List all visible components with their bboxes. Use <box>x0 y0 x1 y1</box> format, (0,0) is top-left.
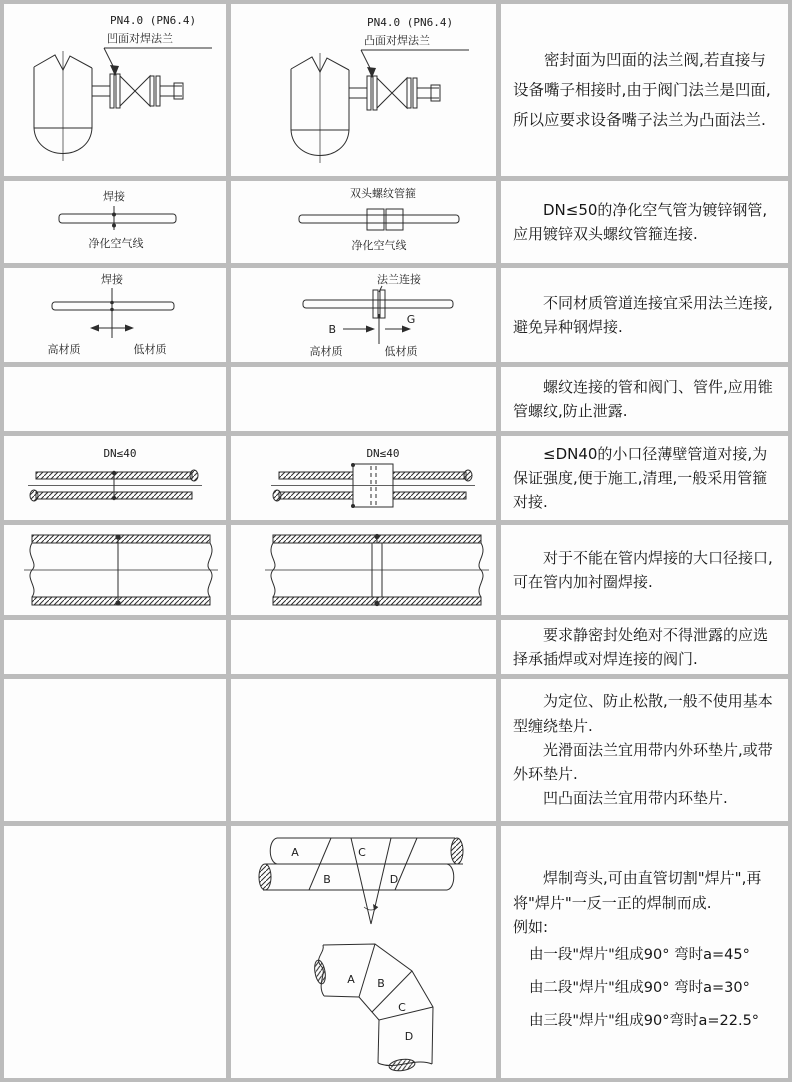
mitred-elbow-drawing <box>231 826 496 1078</box>
pipe-wall-bottom-right <box>393 492 466 499</box>
dissimilar-flange-drawing <box>231 268 496 362</box>
note-row7 <box>501 620 788 674</box>
segment-d-label: D <box>404 1030 414 1043</box>
dissimilar-weld-drawing <box>4 268 226 362</box>
clean-air-line-label: 净化空气线 <box>88 237 144 250</box>
flange-left <box>373 290 378 318</box>
segment-b-label: B <box>323 873 331 886</box>
fig-large-pipe-backing-ring <box>231 525 496 615</box>
flange-type-label: 凹面对焊法兰 <box>107 32 173 45</box>
segment-b-label: B <box>377 977 385 990</box>
empty-cell <box>231 620 496 674</box>
leader-arrow <box>361 50 469 78</box>
segment-d-label: D <box>389 873 399 886</box>
fig-dissimilar-flange <box>231 268 496 362</box>
note-gasket-2: 光滑面法兰宜用带内外环垫片,或带外环垫片. <box>513 740 773 784</box>
note-elbow-intro: 焊制弯头,可由直管切割"焊片",再将"焊片"一反一正的焊制而成. <box>513 869 762 912</box>
flange-valve-symbol <box>349 76 440 110</box>
assembled-elbow <box>313 944 433 1072</box>
pipe-wall-top-left <box>279 472 353 479</box>
vessel-valve-group <box>291 16 469 163</box>
pn-rating-label: PN4.0 (PN6.4) <box>110 14 197 27</box>
vessel-outline <box>291 53 349 163</box>
note-text: DN≤50的净化空气管为镀锌钢管,应用镀锌双头螺纹管箍连接. <box>513 200 768 243</box>
fig-vessel-concave-flange <box>4 4 226 176</box>
pipe-wall-top <box>32 535 210 543</box>
fig-small-pipe-butt-joint <box>4 436 226 520</box>
note-text: 要求静密封处绝对不得泄露的应选择承插焊或对焊连接的阀门. <box>513 625 769 668</box>
note-row6 <box>501 525 788 615</box>
note-text: 对于不能在管内焊接的大口径接口,可在管内加衬圈焊接. <box>513 548 773 591</box>
note-text: 不同材质管道连接宜采用法兰连接,避免异种钢焊接. <box>513 293 773 336</box>
small-pipe-sleeve-drawing <box>231 436 496 520</box>
note-row3 <box>501 268 788 362</box>
low-material-label: 低材质 <box>384 345 418 358</box>
pipe-wall-bottom-left <box>279 492 353 499</box>
dim-g-label: G <box>406 313 416 326</box>
high-material-label: 高材质 <box>309 345 343 358</box>
coupling-right-half <box>386 209 403 230</box>
fig-threaded-coupling-air-line <box>231 181 496 263</box>
note-elbow-example-3: 由三段"焊片"组成90°弯时a=22.5° <box>528 1012 760 1029</box>
flange-connection-label: 法兰连接 <box>377 273 421 286</box>
note-text: ≤DN40的小口径薄壁管道对接,为保证强度,便于施工,清理,一般采用管箍对接. <box>513 444 768 512</box>
note-row1 <box>501 4 788 176</box>
empty-cell <box>231 679 496 821</box>
welded-pipe-drawing <box>4 181 226 263</box>
note-row5 <box>501 436 788 520</box>
segment-c-label: C <box>398 1001 406 1014</box>
note-elbow-example-1: 由一段"焊片"组成90° 弯时a=45° <box>528 947 750 964</box>
small-pipe-butt-drawing <box>4 436 226 520</box>
coupling-pipe-drawing <box>231 181 496 263</box>
empty-cell <box>231 367 496 431</box>
segment-a-label: A <box>291 846 299 859</box>
leader-arrow <box>104 48 212 76</box>
pn-rating-label: PN4.0 (PN6.4) <box>367 16 454 29</box>
pipe-wall-top-right <box>393 472 466 479</box>
note-row2 <box>501 181 788 263</box>
flange-valve-symbol <box>92 74 183 108</box>
pipe-cut-end-right <box>190 470 198 481</box>
large-pipe-butt-drawing <box>4 525 226 615</box>
pipe-rounded-end-bottom-right <box>447 864 454 890</box>
pipe-wall-bottom <box>32 597 210 605</box>
fig-large-pipe-butt-weld <box>4 525 226 615</box>
vessel-valve-drawing-convex <box>231 4 496 176</box>
empty-cell <box>4 826 226 1078</box>
dim-b-label: B <box>328 323 336 336</box>
fig-mitred-elbow <box>231 826 496 1078</box>
clean-air-line-label: 净化空气线 <box>351 239 407 252</box>
segment-a-label: A <box>347 973 355 986</box>
weld-label: 焊接 <box>103 190 125 203</box>
elbow-cut-end-left <box>313 959 327 984</box>
fig-small-pipe-sleeve-joint <box>231 436 496 520</box>
low-material-label: 低材质 <box>133 343 167 356</box>
pipe-cut-end-bottom-left <box>259 864 271 890</box>
coupling-left-half <box>367 209 384 230</box>
pipe-cut-end-left <box>30 490 38 501</box>
empty-cell <box>4 367 226 431</box>
fig-welded-air-line <box>4 181 226 263</box>
note-elbow-example-header: 例如: <box>513 917 549 936</box>
segment-c-label: C <box>358 846 366 859</box>
note-row4 <box>501 367 788 431</box>
empty-cell <box>4 620 226 674</box>
note-gasket-3: 凹凸面法兰宜用带内环垫片. <box>543 789 728 808</box>
note-text: 螺纹连接的管和阀门、管件,应用锥管螺纹,防止泄露. <box>513 377 773 420</box>
weld-label: 焊接 <box>101 273 123 286</box>
large-pipe-backing-ring-drawing <box>231 525 496 615</box>
cut-pipe-segments <box>259 838 463 924</box>
flange-type-label: 凸面对焊法兰 <box>364 34 430 47</box>
pipe-body <box>299 215 459 223</box>
vessel-outline <box>34 51 92 161</box>
high-material-label: 高材质 <box>47 343 81 356</box>
note-text: 密封面为凹面的法兰阀,若直接与设备嘴子相接时,由于阀门法兰是凹面,所以应要求设备嘴子法兰为凸面法兰. <box>513 50 771 130</box>
note-gasket-1: 为定位、防止松散,一般不使用基本型缠绕垫片. <box>513 692 773 735</box>
pipe-body <box>59 214 176 223</box>
pipe-cut-end-right <box>464 470 472 481</box>
elbow-cut-end-bottom <box>388 1058 415 1073</box>
dn40-label: DN≤40 <box>103 447 137 460</box>
pipe-rounded-end-top-left <box>270 838 277 864</box>
fig-dissimilar-weld <box>4 268 226 362</box>
note-elbow-example-2: 由二段"焊片"组成90° 弯时a=30° <box>528 980 750 997</box>
coupling-label: 双头螺纹管箍 <box>350 187 416 200</box>
note-row8 <box>501 679 788 821</box>
vessel-valve-drawing-concave <box>4 4 226 176</box>
empty-cell <box>4 679 226 821</box>
dn40-label: DN≤40 <box>366 447 400 460</box>
flange-right <box>380 290 385 318</box>
fig-vessel-convex-flange <box>231 4 496 176</box>
pipe-cut-end-left <box>273 490 281 501</box>
pipe-cut-end-top-right <box>451 838 463 864</box>
note-row9 <box>501 826 788 1078</box>
